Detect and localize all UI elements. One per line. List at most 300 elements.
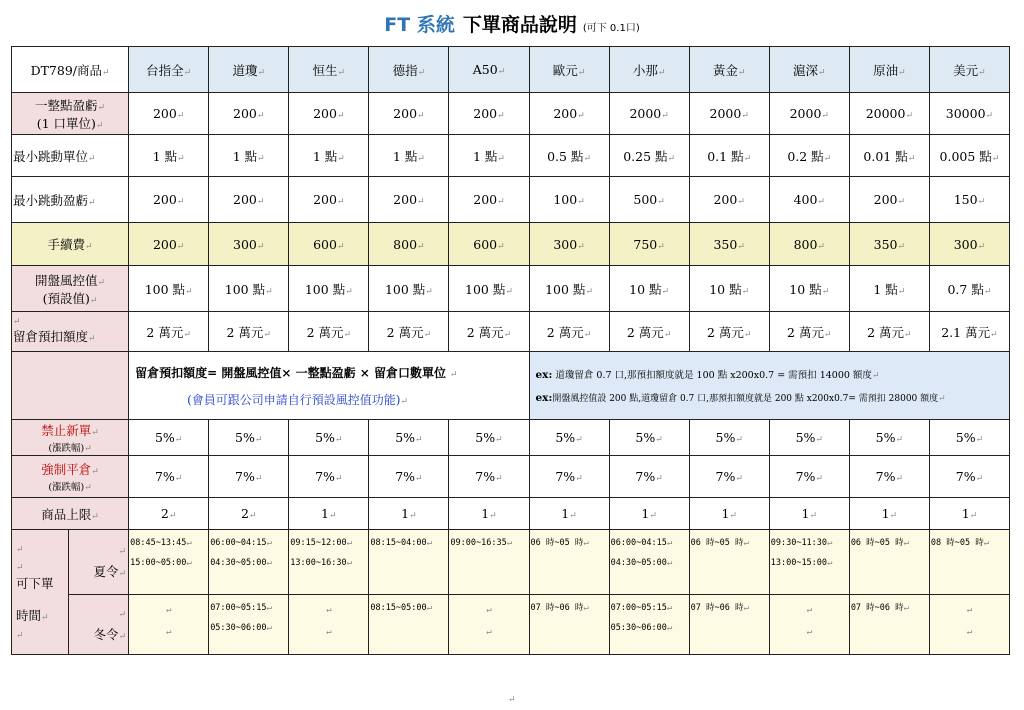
tick-pnl: 200 [233,192,257,207]
summer-time-cell: 06:00~04:15↵ 04:30~05:00↵ [209,530,289,595]
risk-cell: 100 點↵ [529,266,609,312]
tick-pnl: 200 [713,192,738,207]
row-label: 留倉預扣額度 [13,329,89,344]
point-value-cell: 200↵ [369,93,449,135]
time-range: 05:30~06:00 [210,623,267,633]
min-tick: 1 點 [392,148,418,164]
hold-cell: 2 萬元↵ [289,312,369,352]
fee: 300 [953,236,978,252]
cap: 1 [481,506,490,521]
force-cell: 7%↵ [609,456,689,498]
formula-text: 留倉預扣額度= 開盤風控值× 一整點盈虧 × 留倉口數單位 [135,365,446,380]
ban-cell: 5%↵ [449,420,529,456]
hold-cell: 2 萬元↵ [449,312,529,352]
hold-cell: 2.1 萬元↵ [929,312,1009,352]
product-name: 道瓊 [232,62,258,78]
cap-cell: 1↵ [769,498,849,530]
cap-cell: 1↵ [369,498,449,530]
time-range: 09:15~12:00 [290,538,347,548]
force: 7% [315,469,335,484]
time-range: 09:30~11:30 [770,538,828,548]
force: 7% [154,469,175,484]
fee-cell: 600↵ [449,223,529,266]
min-tick: 1 點 [152,148,178,164]
cap-cell: 1↵ [289,498,369,530]
hours-label: 可下單 [16,576,54,591]
winter-time-cell: ↵ ↵ [929,595,1009,655]
risk: 10 點 [789,281,822,297]
cap: 1 [961,506,970,521]
risk: 10 點 [709,281,742,297]
title-note: (可下 0.1口) [582,23,640,34]
risk-cell: 0.7 點↵ [929,266,1009,312]
min-tick: 0.2 點 [787,148,824,164]
force-cell: 7%↵ [929,456,1009,498]
cap-label: 商品上限↵ [12,498,129,530]
force: 7% [955,469,976,484]
cap: 1 [401,506,410,521]
force-cell: 7%↵ [129,456,209,498]
point-value-cell: 2000↵ [609,93,689,135]
force-cell: 7%↵ [209,456,289,498]
hold-label: ↵ 留倉預扣額度↵ [12,312,129,352]
ban: 5% [715,430,736,445]
force: 7% [795,469,816,484]
hold: 2 萬元 [306,324,344,340]
fee-cell: 300↵ [929,223,1009,266]
force-cell: 7%↵ [369,456,449,498]
product-header: 滬深↵ [769,47,849,93]
ban-cell: 5%↵ [849,420,929,456]
product-header: 原油↵ [849,47,929,93]
fee-cell: 750↵ [609,223,689,266]
tick-pnl: 500 [633,192,658,207]
cap-cell: 2↵ [209,498,289,530]
risk: 100 點 [144,281,186,297]
formula-blank [12,352,129,420]
hold-cell: 2 萬元↵ [129,312,209,352]
fee: 300 [233,236,257,252]
min-tick: 0.005 點 [939,148,992,164]
corner-label: DT789/商品 [30,62,102,78]
point-value-cell: 20000↵ [849,93,929,135]
cap: 2 [160,506,169,521]
row-label: 商品上限 [41,506,92,522]
risk-cell: 1 點↵ [849,266,929,312]
hours-label: 時間 [16,608,42,623]
cap-cell: 1↵ [449,498,529,530]
point-value-cell: 2000↵ [689,93,769,135]
ban-cell: 5%↵ [689,420,769,456]
point-value-cell: 200↵ [129,93,209,135]
point-value-cell: 2000↵ [769,93,849,135]
time-range: 06:00~04:15 [210,538,267,548]
hold-cell: 2 萬元↵ [209,312,289,352]
ban: 5% [635,430,656,445]
force: 7% [235,469,255,484]
winter-label: 冬令 [93,626,119,642]
time-range: 08:15~05:00 [370,603,427,613]
row-label: 強制平倉 [41,462,92,477]
risk-cell: 100 點↵ [209,266,289,312]
hold-cell: 2 萬元↵ [369,312,449,352]
cap: 1 [321,506,329,521]
example-tag: ex: [535,392,553,404]
min-tick-cell: 0.5 點↵ [529,135,609,177]
time-range: 06 時~05 時 [850,538,904,548]
point-value-cell: 200↵ [529,93,609,135]
product-name: 黃金 [712,62,738,78]
tick-pnl: 200 [473,192,498,207]
cap-cell: 1↵ [609,498,689,530]
force: 7% [475,469,496,484]
winter-label-cell: ↵ 冬令↵ [69,595,129,655]
ban-cell: 5%↵ [609,420,689,456]
tick-pnl-cell: 150↵ [929,177,1009,223]
risk: 100 點 [384,281,426,297]
summer-time-cell: 08 時~05 時↵ [929,530,1009,595]
min-tick-cell: 1 點↵ [209,135,289,177]
min-tick: 1 點 [232,148,258,164]
hours-label-cell: ↵ ↵ 可下單 時間↵ ↵ [12,530,69,655]
point-value: 200 [152,106,177,121]
risk-cell: 10 點↵ [609,266,689,312]
formula-cell: 留倉預扣額度= 開盤風控值× 一整點盈虧 × 留倉口數單位 ↵ (會員可跟公司申請自行預設風控值功能)↵ [129,352,529,420]
product-name: 滬深 [792,62,818,78]
product-header: 道瓊↵ [209,47,289,93]
point-value: 200 [233,106,257,121]
fee: 350 [873,236,898,252]
ban: 5% [475,430,496,445]
risk: 100 點 [304,281,346,297]
fee-cell: 800↵ [769,223,849,266]
risk-cell: 100 點↵ [449,266,529,312]
time-range: 04:30~05:00 [210,558,267,568]
product-header: 德指↵ [369,47,449,93]
min-tick-cell: 0.25 點↵ [609,135,689,177]
hold: 2 萬元 [546,324,584,340]
point-value-label: 一整點盈虧↵ (1 口單位)↵ [12,93,129,135]
tick-pnl-cell: 400↵ [769,177,849,223]
ban: 5% [955,430,976,445]
product-header: 恒生↵ [289,47,369,93]
risk: 0.7 點 [947,281,984,297]
force-cell: 7%↵ [769,456,849,498]
min-tick-cell: 1 點↵ [129,135,209,177]
risk: 1 點 [873,281,898,297]
fee: 750 [633,236,658,252]
tick-pnl-cell: 100↵ [529,177,609,223]
min-tick-cell: 1 點↵ [369,135,449,177]
row-label: 禁止新單 [41,423,92,438]
tick-pnl-cell: 500↵ [609,177,689,223]
row-sublabel: (漲跌幅) [48,482,85,493]
time-range: 09:00~16:35 [450,538,507,548]
ban: 5% [235,430,255,445]
product-name: 小那 [632,62,658,78]
force: 7% [555,469,576,484]
point-value-cell: 200↵ [209,93,289,135]
risk: 100 點 [224,281,266,297]
hold: 2 萬元 [626,324,664,340]
fee: 800 [793,236,818,252]
example-cell: ex: 道瓊留倉 0.7 口,那預扣額度就是 100 點 x200x0.7 = 需預扣 14000 額度↵ ex:開盤風控值設 200 點,道瓊留倉 0.7 口,那預扣額度就是 200 點 x200x0.7= 需預扣 28000 額度↵ [529,352,1010,420]
summer-time-cell: 09:00~16:35↵ [449,530,529,595]
force-label: 強制平倉↵ (漲跌幅)↵ [12,456,129,498]
risk: 100 點 [465,281,506,297]
min-tick: 0.5 點 [547,148,584,164]
point-value: 2000 [709,106,742,121]
time-range: 13:00~15:00 [770,558,828,568]
summer-label: 夏令 [93,564,119,579]
cap-cell: 1↵ [689,498,769,530]
min-tick-cell: 0.005 點↵ [929,135,1009,177]
force-cell: 7%↵ [289,456,369,498]
min-tick-cell: 1 點↵ [449,135,529,177]
risk-label: 開盤風控值↵ (預設值)↵ [12,266,129,312]
time-range: 07 時~06 時 [530,603,584,613]
fee-cell: 600↵ [289,223,369,266]
ban: 5% [795,430,816,445]
time-range: 04:30~05:00 [610,558,667,568]
product-name: 台指全 [146,62,184,78]
row-label: 最小跳動盈虧 [13,192,89,208]
fee: 350 [713,236,738,252]
ban-cell: 5%↵ [529,420,609,456]
risk-cell: 10 點↵ [769,266,849,312]
tick-pnl: 200 [313,192,337,207]
tick-pnl: 200 [152,192,177,207]
point-value: 20000 [865,106,906,121]
hold: 2.1 萬元 [941,324,991,340]
min-tick: 1 點 [472,148,498,164]
example-1: 道瓊留倉 0.7 口,那預扣額度就是 100 點 x200x0.7 = 需預扣 14000 額度 [555,370,872,381]
cap: 1 [561,506,570,521]
cap: 1 [721,506,730,521]
winter-time-cell: ↵ ↵ [769,595,849,655]
hold: 2 萬元 [386,324,424,340]
summer-time-cell: 06:00~04:15↵ 04:30~05:00↵ [609,530,689,595]
fee-cell: 300↵ [529,223,609,266]
point-value-cell: 200↵ [289,93,369,135]
time-range: 07:00~05:15 [610,603,667,613]
risk-cell: 100 點↵ [129,266,209,312]
force-cell: 7%↵ [529,456,609,498]
time-range: 08:15~04:00 [370,538,427,548]
paragraph-mark: ↵ [508,695,516,705]
winter-time-cell: 07 時~06 時↵ [529,595,609,655]
summer-time-cell: 06 時~05 時↵ [849,530,929,595]
point-value: 200 [313,106,337,121]
force-cell: 7%↵ [689,456,769,498]
cap-cell: 1↵ [849,498,929,530]
force-cell: 7%↵ [849,456,929,498]
summer-time-cell: 06 時~05 時↵ [529,530,609,595]
fee-cell: 800↵ [369,223,449,266]
row-sublabel: (漲跌幅) [48,443,85,454]
title-main: 下單商品說明 [462,14,577,36]
winter-time-cell: ↵ ↵ [129,595,209,655]
ban: 5% [875,430,896,445]
example-2: 開盤風控值設 200 點,道瓊留倉 0.7 口,那預扣額度就是 200 點 x200x0.7= 需預扣 28000 額度 [552,394,939,404]
row-label: 開盤風控值 [35,272,98,288]
hold: 2 萬元 [787,324,824,340]
winter-time-cell: 07:00~05:15↵ 05:30~06:00↵ [609,595,689,655]
fee-cell: 200↵ [129,223,209,266]
tick-pnl: 100 [553,192,578,207]
product-header: 小那↵ [609,47,689,93]
cap: 2 [240,506,249,521]
summer-time-cell: 09:15~12:00↵ 13:00~16:30↵ [289,530,369,595]
time-range: 08 時~05 時 [930,538,984,548]
product-name: 原油 [873,62,899,78]
time-range: 05:30~06:00 [610,623,667,633]
hold-cell: 2 萬元↵ [849,312,929,352]
hold: 2 萬元 [867,324,905,340]
ban-cell: 5%↵ [929,420,1009,456]
time-range: 08:45~13:45 [130,538,187,548]
fee-label: 手續費↵ [12,223,129,266]
fee: 600 [473,236,498,252]
header-corner: DT789/商品↵ [12,47,129,93]
min-tick-label: 最小跳動單位↵ [12,135,129,177]
risk: 100 點 [545,281,586,297]
tick-pnl-cell: 200↵ [689,177,769,223]
point-value: 200 [473,106,498,121]
risk: 10 點 [629,281,662,297]
min-tick: 0.1 點 [707,148,744,164]
tick-pnl: 200 [393,192,418,207]
hold: 2 萬元 [466,324,504,340]
summer-time-cell: 08:15~04:00↵ [369,530,449,595]
hold-cell: 2 萬元↵ [769,312,849,352]
point-value-cell: 200↵ [449,93,529,135]
time-range: 13:00~16:30 [290,558,347,568]
fee: 300 [553,236,578,252]
product-name: 德指 [392,62,418,78]
point-value: 2000 [789,106,822,121]
example-tag: ex: [535,369,553,381]
winter-time-cell: ↵ ↵ [449,595,529,655]
ban-cell: 5%↵ [129,420,209,456]
fee: 800 [393,236,418,252]
ban: 5% [555,430,576,445]
winter-time-cell: 07:00~05:15↵ 05:30~06:00↵ [209,595,289,655]
fee: 200 [152,236,177,252]
tick-pnl-label: 最小跳動盈虧↵ [12,177,129,223]
title-system: FT 系統 [384,14,455,36]
product-name: 美元 [953,62,979,78]
time-range: 15:00~05:00 [130,558,187,568]
winter-time-cell: 08:15~05:00↵ [369,595,449,655]
force-cell: 7%↵ [449,456,529,498]
ban-cell: 5%↵ [769,420,849,456]
product-spec-table [11,46,1010,655]
force: 7% [875,469,896,484]
point-value-cell: 30000↵ [929,93,1009,135]
force: 7% [635,469,656,484]
time-range: 07:00~05:15 [210,603,267,613]
hold-cell: 2 萬元↵ [689,312,769,352]
time-range: 06:00~04:15 [610,538,667,548]
min-tick-cell: 0.2 點↵ [769,135,849,177]
risk-cell: 100 點↵ [289,266,369,312]
risk-cell: 100 點↵ [369,266,449,312]
tick-pnl: 150 [953,192,978,207]
cap-cell: 1↵ [929,498,1009,530]
ban-cell: 5%↵ [209,420,289,456]
tick-pnl-cell: 200↵ [209,177,289,223]
fee-cell: 300↵ [209,223,289,266]
fee-cell: 350↵ [689,223,769,266]
hold: 2 萬元 [146,324,184,340]
ban: 5% [395,430,416,445]
winter-time-cell: 07 時~06 時↵ [689,595,769,655]
row-label: 最小跳動單位 [13,148,89,164]
tick-pnl-cell: 200↵ [849,177,929,223]
ban-label: 禁止新單↵ (漲跌幅)↵ [12,420,129,456]
hold-cell: 2 萬元↵ [609,312,689,352]
min-tick: 0.01 點 [863,148,908,164]
product-name: A50 [472,62,498,77]
product-header: 歐元↵ [529,47,609,93]
point-value: 200 [393,106,418,121]
row-label: 手續費 [47,237,86,252]
ban-cell: 5%↵ [289,420,369,456]
min-tick-cell: 1 點↵ [289,135,369,177]
summer-time-cell: 08:45~13:45↵ 15:00~05:00↵ [129,530,209,595]
row-label: 一整點盈虧 [35,97,98,113]
product-header: 台指全↵ [129,47,209,93]
cap: 1 [641,506,650,521]
cap-cell: 1↵ [529,498,609,530]
hold: 2 萬元 [226,324,264,340]
summer-label-cell: ↵ 夏令↵ [69,530,129,595]
time-range: 07 時~06 時 [850,603,904,613]
tick-pnl-cell: 200↵ [449,177,529,223]
min-tick: 0.25 點 [623,148,668,164]
ban: 5% [154,430,175,445]
cap: 1 [801,506,810,521]
product-header: 黃金↵ [689,47,769,93]
summer-time-cell: 09:30~11:30↵ 13:00~15:00↵ [769,530,849,595]
fee: 600 [313,236,337,252]
document-title [0,10,1024,37]
min-tick-cell: 0.1 點↵ [689,135,769,177]
point-value: 30000 [945,106,986,121]
row-sublabel: (1 口單位) [36,115,96,131]
row-sublabel: (預設值) [42,290,90,306]
formula-note: (會員可跟公司申請自行預設風控值功能) [187,392,401,407]
force: 7% [395,469,416,484]
cap: 1 [881,506,890,521]
time-range: 06 時~05 時 [690,538,744,548]
min-tick-cell: 0.01 點↵ [849,135,929,177]
force: 7% [715,469,736,484]
product-header: 美元↵ [929,47,1009,93]
product-header: A50↵ [449,47,529,93]
fee-cell: 350↵ [849,223,929,266]
time-range: 07 時~06 時 [690,603,744,613]
time-range: 06 時~05 時 [530,538,584,548]
winter-time-cell: 07 時~06 時↵ [849,595,929,655]
summer-time-cell: 06 時~05 時↵ [689,530,769,595]
winter-time-cell: ↵ ↵ [289,595,369,655]
ban: 5% [315,430,335,445]
tick-pnl-cell: 200↵ [289,177,369,223]
cap-cell: 2↵ [129,498,209,530]
min-tick: 1 點 [312,148,338,164]
